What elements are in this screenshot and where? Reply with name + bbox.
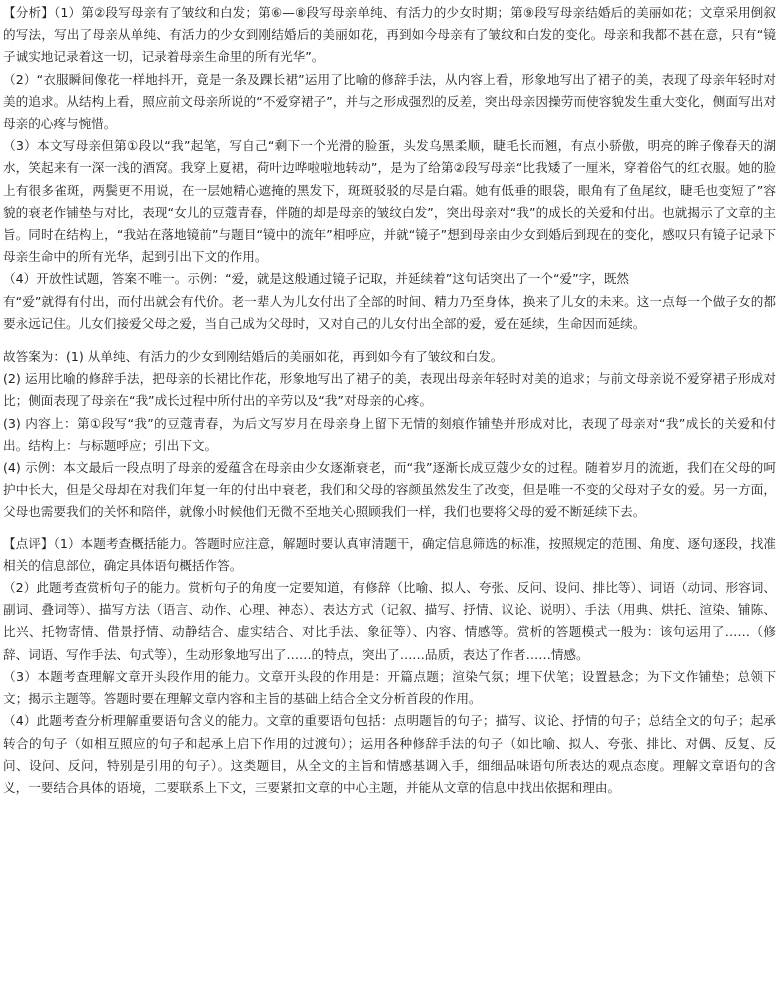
comment-paragraph-4: （4）此题考查分析理解重要语句含义的能力。文章的重要语句包括：点明题旨的句子；描写、议论、抒情的句子；总结全文的句子；起承转合的句子（如相互照应的句子和起承上启下作用的过渡句）；运用各种修辞手法的句子（如比喻、拟人、夸张、排比、对偶、反复、反问、设问、反问，特别是引用的句子）。这类题目，从全文的主旨和情感基调入手，细细品味语句所表达的观点态度。理解文章语句的含义，一要结合具体的语境，二要联系上下文，三要紧扣文章的中心主题，并能从文章的信息中找出依据和理由。 (3, 713, 776, 795)
comment-paragraph-1 (3, 533, 776, 577)
analysis-text-1: （1）第②段写母亲有了皱纹和白发；第⑥—⑧段写母亲单纯、有活力的少女时期；第⑨段写母亲结婚后的美丽如花；文章采用倒叙的写法，写出了母亲从单纯、有活力的少女到刚结婚后的美丽如花，再到如今母亲有了皱纹和白发的变化。母亲和我都不甚在意，只有“镜子诚实地记录着这一切，记录着母亲生命里的所有光华”。 (3, 5, 777, 65)
analysis-paragraph-2: （2）“衣服瞬间像花一样地抖开，竟是一条及踝长裙”运用了比喻的修辞手法，从内容上看，形象地写出了裙子的美，表现了母亲年轻时对美的追求。从结构上看，照应前文母亲所说的“不爱穿裙子”，并与之形成强烈的反差，突出母亲因操劳而使容貌发生重大变化，侧面写出对母亲的心疼与惋惜。 (3, 71, 776, 132)
answer-4: (4) 示例：本文最后一段点明了母亲的爱蕴含在母亲由少女逐渐衰老，而“我”逐渐长成豆蔻少女的过程。随着岁月的流逝，我们在父母的呵护中长大，但是父母却在对我们年复一年的付出中衰老，我们和父母的容颜虽然发生了改变，但是唯一不变的父母对子女的爱。另一方面，父母也需要我们的关怀和陪伴，就像小时候他们无微不至地关心照顾我们一样，我们也要将父母的爱不断延续下去。 (3, 460, 776, 520)
comment-paragraph-3: （3）本题考查理解文章开头段作用的能力。文章开头段的作用是：开篇点题；渲染气氛；埋下伏笔；设置悬念；为下文作铺垫；总领下文；揭示主题等。答题时要在理解文章内容和主旨的基础上结合全文分析首段的作用。 (3, 668, 776, 707)
comment-section (3, 533, 776, 799)
section-gap (3, 335, 776, 346)
analysis-section (3, 2, 776, 335)
answer-1: 故答案为：(1) 从单纯、有活力的少女到刚结婚后的美丽如花，再到如今有了皱纹和白发。 (3, 349, 504, 365)
analysis-label: 【分析】 (3, 5, 54, 20)
answer-section (3, 346, 776, 524)
section-gap (3, 524, 776, 533)
comment-paragraph-2: （2）此题考查赏析句子的能力。赏析句子的角度一定要知道，有修辞（比喻、拟人、夸张、反问、设问、排比等）、词语（动词、形容词、副词、叠词等）、描写方法（语言、动作、心理、神态）、表达方式（记叙、描写、抒情、议论、说明）、手法（用典、烘托、渲染、铺陈、比兴、托物寄情、借景抒情、动静结合、虚实结合、对比手法、象征等）、内容、情感等。赏析的答题模式一般为：该句运用了……（修辞、词语、写作手法、句式等），生动形象地写出了……的特点，突出了……品质，表达了作者……情感。 (3, 580, 776, 662)
comment-label: 【点评】 (3, 535, 54, 551)
analysis-paragraph-4-lead: （4）开放性试题，答案不唯一。示例：“爱，就是这般通过镜子记取，并延续着”这句话突出了一个“爱”字，既然 (3, 271, 630, 287)
analysis-paragraph-3: （3）本文写母亲但第①段以“我”起笔，写自己“剩下一个光滑的脸蛋，头发乌黑柔顺，睫毛长而翘，有点小骄傲，明亮的眸子像春天的湖水，笑起来有一深一浅的酒窝。我穿上夏裙，荷叶边哗啦啦地转动”，是为了给第②段写母亲“比我矮了一厘米，穿着俗气的红衣服。她的脸上有很多雀斑，两鬓更不用说，在一层她精心遮掩的黑发下，斑斑驳驳的尽是白霜。她有低垂的眼袋，眼角有了鱼尾纹，睫毛也变短了”容貌的衰老作铺垫与对比，表现“女儿的豆蔻青春，伴随的却是母亲的皱纹白发”，突出母亲对“我”的成长的关爱和付出。也就揭示了文章的主旨。同时在结构上，“我站在落地镜前”与题目“镜中的流年”相呼应，并就“镜子”想到母亲由少女到婚后到现在的变化，感叹只有镜子记录下母亲生命中的所有光华，起到引出下文的作用。 (3, 138, 776, 265)
comment-text-1: （1）本题考查概括能力。答题时应注意，解题时要认真审清题干，确定信息筛选的标准，按照规定的范围、角度、逐句逐段，找准相关的信息部位，确定具体语句概括作答。 (3, 535, 776, 573)
analysis-paragraph-1 (3, 2, 776, 69)
analysis-paragraph-4-rest: 有“爱”就得有付出，而付出就会有代价。老一辈人为儿女付出了全部的时间、精力乃至身体，换来了儿女的未来。这一点每一个做子女的都要永远记住。儿女们接爱父母之爱，当自己成为父母时，又对自己的儿女付出全部的爱，爱在延续，生命因而延续。 (3, 293, 776, 331)
answer-2: (2) 运用比喻的修辞手法，把母亲的长裙比作花，形象地写出了裙子的美，表现出母亲年轻时对美的追求；与前文母亲说不爱穿裙子形成对比；侧面表现了母亲在“我”成长过程中所付出的辛劳以及“我”对母亲的心疼。 (3, 371, 776, 409)
answer-3: (3) 内容上：第①段写“我”的豆蔻青春，为后文写岁月在母亲身上留下无情的刻痕作铺垫并形成对比，表现了母亲对“我”成长的关爱和付出。结构上：与标题呼应；引出下文。 (3, 415, 776, 453)
